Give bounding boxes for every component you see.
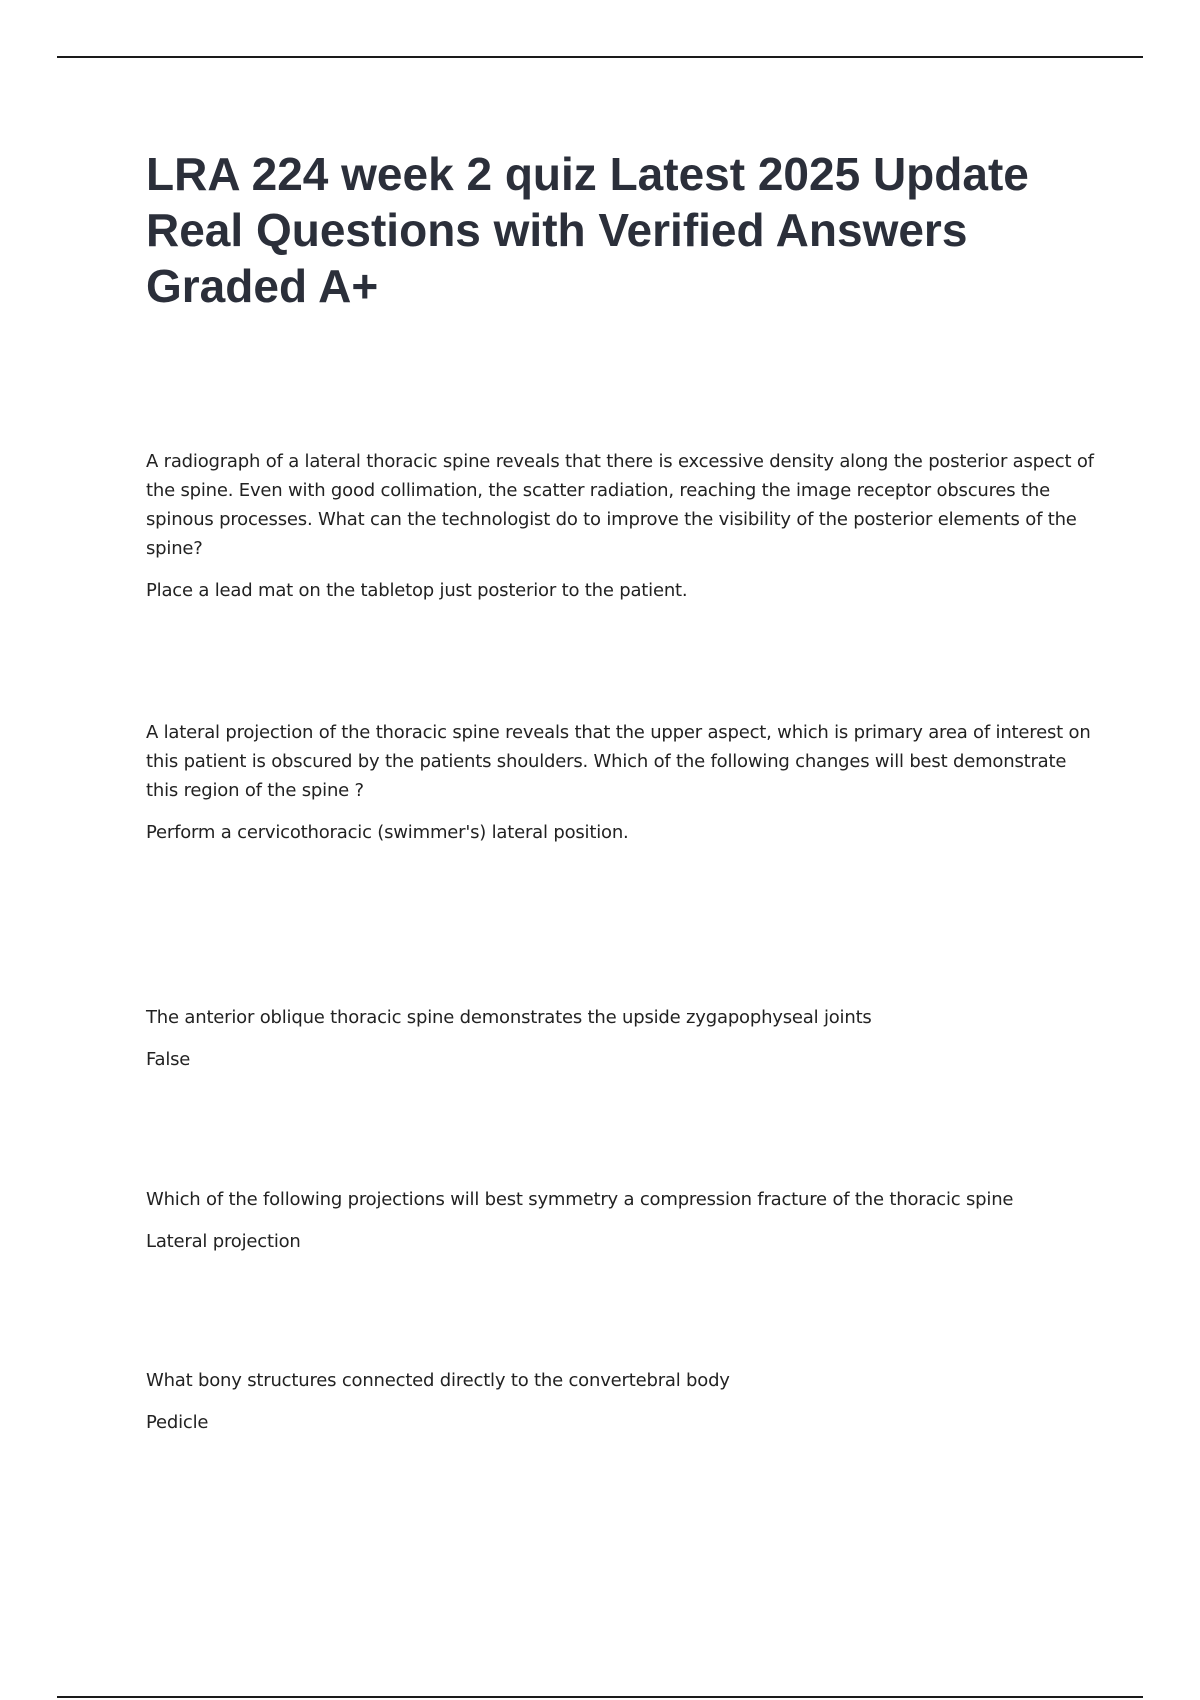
- qa-item: [146, 1003, 1096, 1074]
- qa-item: [146, 447, 1096, 605]
- question-text: The anterior oblique thoracic spine demonstrates the upside zygapophyseal joints: [146, 1007, 872, 1028]
- question-text: A lateral projection of the thoracic spine reveals that the upper aspect, which is primary area of interest on this patient is obscured by the patients shoulders. Which of the following changes will best demonstrate this region of the spine ?: [146, 722, 1091, 801]
- qa-item: [146, 718, 1096, 847]
- answer-text: Lateral projection: [146, 1231, 301, 1252]
- qa-item: [146, 1185, 1096, 1256]
- answer-text: False: [146, 1049, 191, 1070]
- question-text: A radiograph of a lateral thoracic spine reveals that there is excessive density along the posterior aspect of the spine. Even with good collimation, the scatter radiation, reaching the image receptor obscures the spinous processes. What can the technologist do to improve the visibility of the posterior elements of the spine?: [146, 451, 1094, 559]
- top-divider: [57, 56, 1143, 58]
- answer-text: Pedicle: [146, 1412, 209, 1433]
- question-text: Which of the following projections will best symmetry a compression fracture of the thoracic spine: [146, 1189, 1014, 1210]
- document-title: LRA 224 week 2 quiz Latest 2025 Update Real Questions with Verified Answers Graded A+: [146, 148, 1029, 312]
- question-text: What bony structures connected directly to the convertebral body: [146, 1370, 730, 1391]
- bottom-divider: [57, 1696, 1143, 1698]
- answer-text: Place a lead mat on the tabletop just posterior to the patient.: [146, 580, 688, 601]
- answer-text: Perform a cervicothoracic (swimmer's) lateral position.: [146, 822, 629, 843]
- qa-item: [146, 1366, 1096, 1437]
